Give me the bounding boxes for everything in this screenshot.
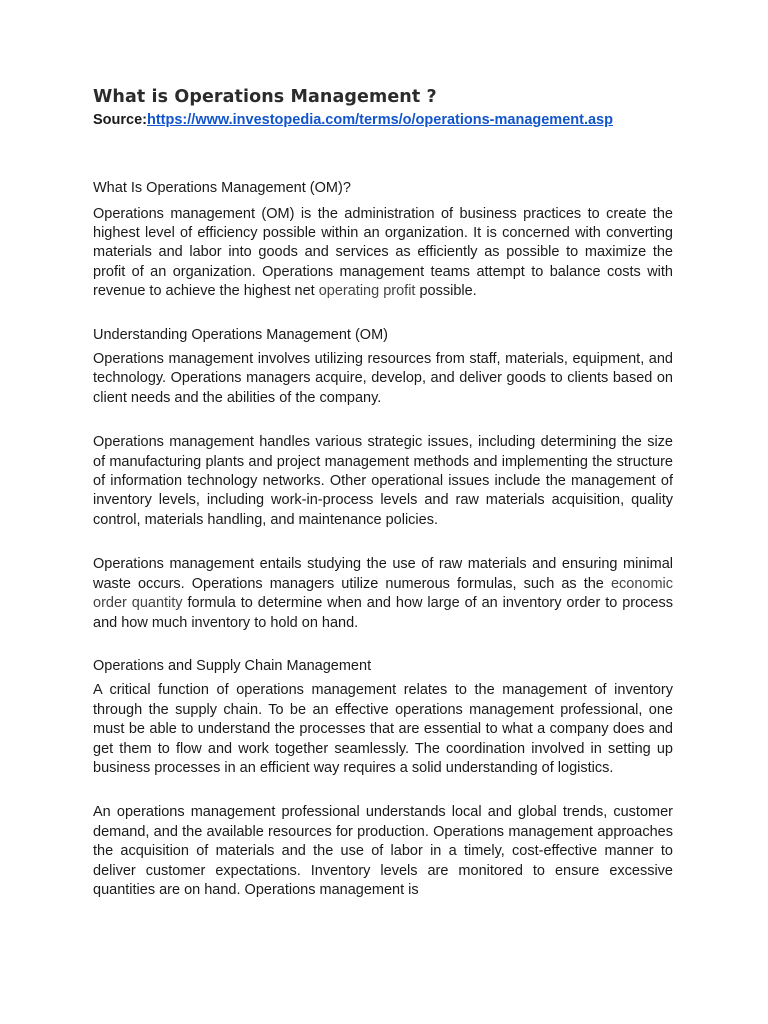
paragraph-supply-chain-1: A critical function of operations management relates to the management of inventory through the supply chain. To be an effective operations management professional, one must be able to understand the processes that are essential to what a company does and get them to flow and work together seamlessly. The coordination involved in setting up business processes in an efficient way requires a solid understanding of logistics. <box>93 682 673 777</box>
document-page <box>93 84 673 900</box>
source-link[interactable]: https://www.investopedia.com/terms/o/operations-management.asp <box>147 112 613 128</box>
paragraph-understanding-3 <box>93 555 673 633</box>
paragraph-text: Operations management entails studying the use of raw materials and ensuring minimal waste occurs. Operations managers utilize numerous formulas, such as the <box>93 556 673 592</box>
operating-profit-link[interactable]: operating profit <box>318 283 416 300</box>
economic-order-quantity-link[interactable]: economic order quantity <box>93 575 673 612</box>
source-line <box>93 110 673 130</box>
paragraph-understanding-2: Operations management handles various strategic issues, including determining the size of manufacturing plants and project management methods and implementing the structure of information technology networks. Other operational issues include the management of inventory levels, including work-in-process levels and raw materials acquisition, quality control, materials handling, and maintenance policies. <box>93 434 673 528</box>
paragraph-text: formula to determine when and how large of an inventory order to process and how much inventory to hold on hand. <box>93 595 673 631</box>
paragraph-what-is-om <box>93 205 673 302</box>
paragraph-understanding-1: Operations management involves utilizing resources from staff, materials, equipment, and technology. Operations managers acquire, develop, and deliver goods to clients based on client needs and the abilities of the company. <box>93 351 673 406</box>
section-heading-understanding-om: Understanding Operations Management (OM) <box>93 326 388 343</box>
section-heading-supply-chain: Operations and Supply Chain Management <box>93 657 372 674</box>
paragraph-text: possible. <box>415 283 477 300</box>
source-label: Source: <box>93 112 147 128</box>
section-heading-what-is-om: What Is Operations Management (OM)? <box>93 180 351 196</box>
paragraph-text: Operations management (OM) is the administration of business practices to create the highest level of efficiency possible within an organization. It is concerned with converting materials and labor into goods and services as efficiently as possible to maximize the profit of an organization. Operations management teams attempt to balance costs with revenue to achieve the highest net <box>93 205 673 300</box>
document-title: What is Operations Management ? <box>93 87 437 107</box>
paragraph-supply-chain-2: An operations management professional understands local and global trends, customer demand, and the available resources for production. Operations management approaches the acquisition of materials and the use of labor in a timely, cost-effective manner to deliver customer expectations. Inventory levels are monitored to ensure excessive quantities are on hand. Operations management is <box>93 804 673 899</box>
